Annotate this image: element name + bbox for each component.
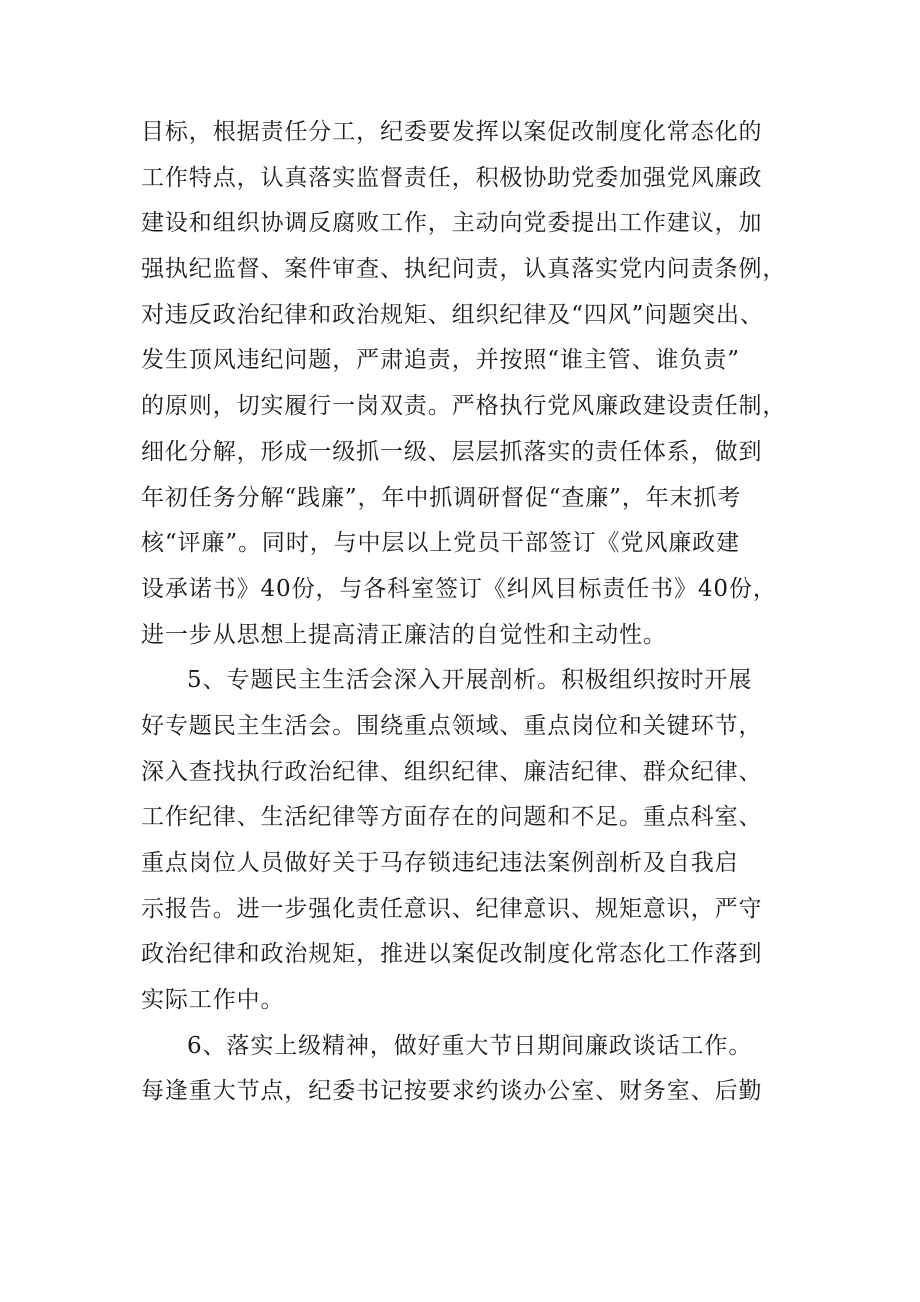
text-line: 核“评廉”。同时，与中层以上党员干部签订《党风廉政建 <box>141 530 740 557</box>
body-text <box>141 110 787 1115</box>
text-line: 好专题民主生活会。围绕重点领域、重点岗位和关键环节， <box>141 712 763 739</box>
text-line: 发生顶风违纪问题，严肃追责，并按照“谁主管、谁负责” <box>141 347 740 374</box>
text-line: 政治纪律和政治规矩，推进以案促改制度化常态化工作落到 <box>141 941 763 968</box>
text-line: 设承诺书》40份，与各科室签订《纠风目标责任书》40份， <box>141 575 777 602</box>
text-line: 建设和组织协调反腐败工作，主动向党委提出工作建议，加 <box>141 210 763 237</box>
text-line: 深入查找执行政治纪律、组织纪律、廉洁纪律、群众纪律、 <box>141 758 763 785</box>
text-line: 年初任务分解“践廉”，年中抓调研督促“查廉”，年末抓考 <box>141 484 742 511</box>
section-heading-5: 5、专题民主生活会深入开展剖析。积极组织按时开展 <box>187 667 753 694</box>
text-line: 的原则，切实履行一岗双责。严格执行党风廉政建设责任制， <box>141 393 787 420</box>
text-line: 对违反政治纪律和政治规矩、组织纪律及“四风”问题突出、 <box>141 301 764 328</box>
text-line: 每逢重大节点，纪委书记按要求约谈办公室、财务室、后勤 <box>141 1078 763 1105</box>
text-line: 重点岗位人员做好关于马存锁违纪违法案例剖析及自我启 <box>141 850 739 876</box>
text-line: 实际工作中。 <box>141 987 285 1014</box>
section-heading-6: 6、落实上级精神，做好重大节日期间廉政谈话工作。 <box>187 1032 753 1059</box>
text-line: 进一步从思想上提高清正廉洁的自觉性和主动性。 <box>141 621 667 648</box>
text-line: 工作纪律、生活纪律等方面存在的问题和不足。重点科室、 <box>141 804 763 831</box>
text-line: 工作特点，认真落实监督责任，积极协助党委加强党风廉政 <box>141 164 763 191</box>
text-line: 细化分解，形成一级抓一级、层层抓落实的责任体系，做到 <box>141 438 763 465</box>
text-line: 示报告。进一步强化责任意识、纪律意识、规矩意识，严守 <box>141 895 763 922</box>
text-line: 强执纪监督、案件审查、执纪问责，认真落实党内问责条例， <box>141 256 787 283</box>
text-line: 目标，根据责任分工，纪委要发挥以案促改制度化常态化的 <box>141 119 763 145</box>
